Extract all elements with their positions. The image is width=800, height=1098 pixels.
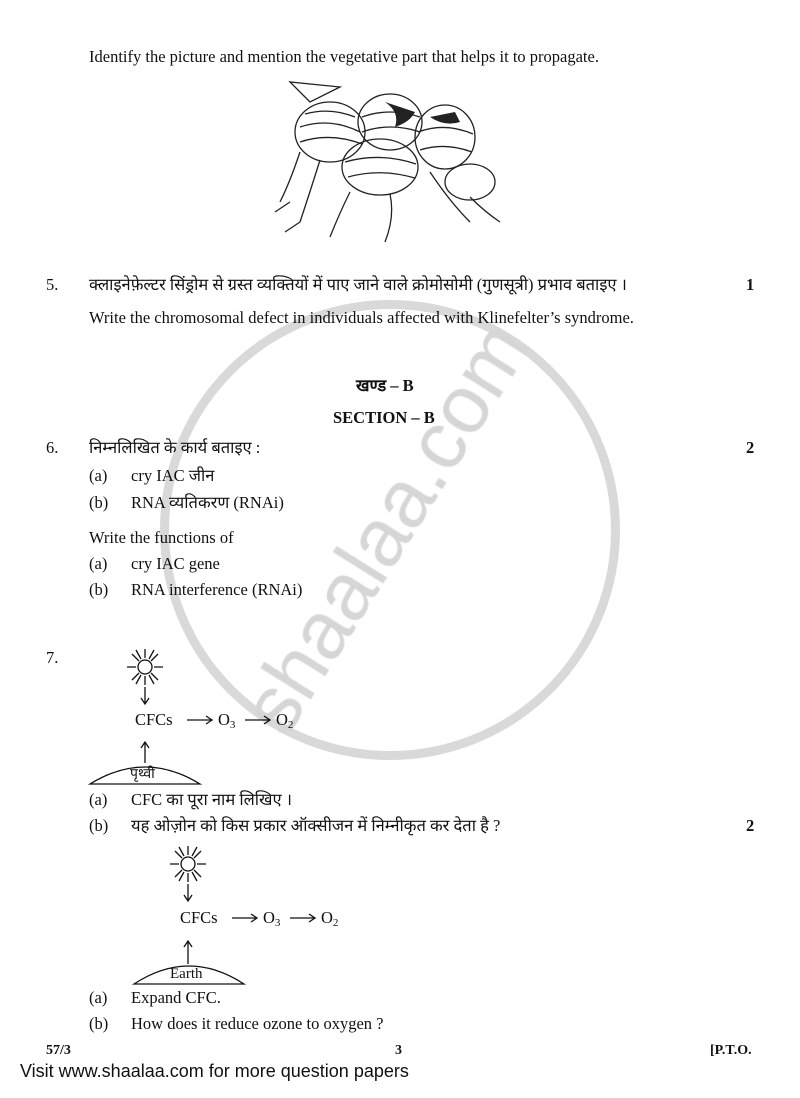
question-text-english: Write the chromosomal defect in individuals affected with Klinefelter’s syndrome. [89,308,634,327]
part-text: Expand CFC. [131,988,221,1007]
visit-link[interactable]: Visit www.shaalaa.com for more question papers [20,1061,409,1081]
part-label: (b) [89,1014,109,1033]
question-number: 6. [46,438,59,457]
part-label: (a) [89,466,108,485]
ozone-label: $O_3$ [218,710,236,731]
sun-icon [158,842,218,972]
marks: 2 [746,438,755,457]
pto-label: [P.T.O. [710,1043,752,1058]
marks: 2 [746,816,755,835]
paper-code: 57/3 [46,1043,71,1058]
cfcs-label: CFCs [180,908,218,927]
earth-label: Earth [170,966,203,982]
part-text: cry IAC gene [131,554,220,573]
section-title: SECTION – B [333,408,435,427]
page-number: 3 [395,1043,402,1058]
oxygen-label: $O_2$ [276,710,294,731]
part-label: (b) [89,493,109,512]
oxygen-label: $O_2$ [321,908,339,929]
part-text: CFC का पूरा नाम लिखिए । [131,790,293,809]
part-text: cry IAC जीन [131,466,215,485]
plant-illustration [270,72,510,247]
ozone-label: $O_3$ [263,908,281,929]
part-label: (b) [89,580,109,599]
question-text: Identify the picture and mention the vegetative part that helps it to propagate. [89,47,599,66]
part-label: (a) [89,790,108,809]
question-number: 7. [46,648,59,667]
part-text: RNA व्यतिकरण (RNAi) [131,493,284,512]
question-text-hindi: निम्नलिखित के कार्य बताइए : [89,438,261,457]
arrow-icon [186,714,214,726]
question-text-hindi: क्लाइनेफ़ेल्टर सिंड्रोम से ग्रस्त व्यक्तियों में पाए जाने वाले क्रोमोसोमी (गुणसूत्री) प्रभाव बताइए । [89,275,627,294]
section-title-hindi: खण्ड – B [356,376,414,395]
earth-label: पृथ्वी [130,767,155,782]
arrow-icon [289,912,317,924]
arrow-icon [231,912,259,924]
part-text: How does it reduce ozone to oxygen ? [131,1014,384,1033]
part-text: यह ओज़ोन को किस प्रकार ऑक्सीजन में निम्नीकृत कर देता है ? [131,816,501,835]
part-label: (a) [89,988,108,1007]
question-text-english: Write the functions of [89,528,234,547]
question-number: 5. [46,275,59,294]
part-label: (a) [89,554,108,573]
marks: 1 [746,275,755,294]
part-text: RNA interference (RNAi) [131,580,303,599]
arrow-icon [244,714,272,726]
part-label: (b) [89,816,109,835]
cfcs-label: CFCs [135,710,173,729]
